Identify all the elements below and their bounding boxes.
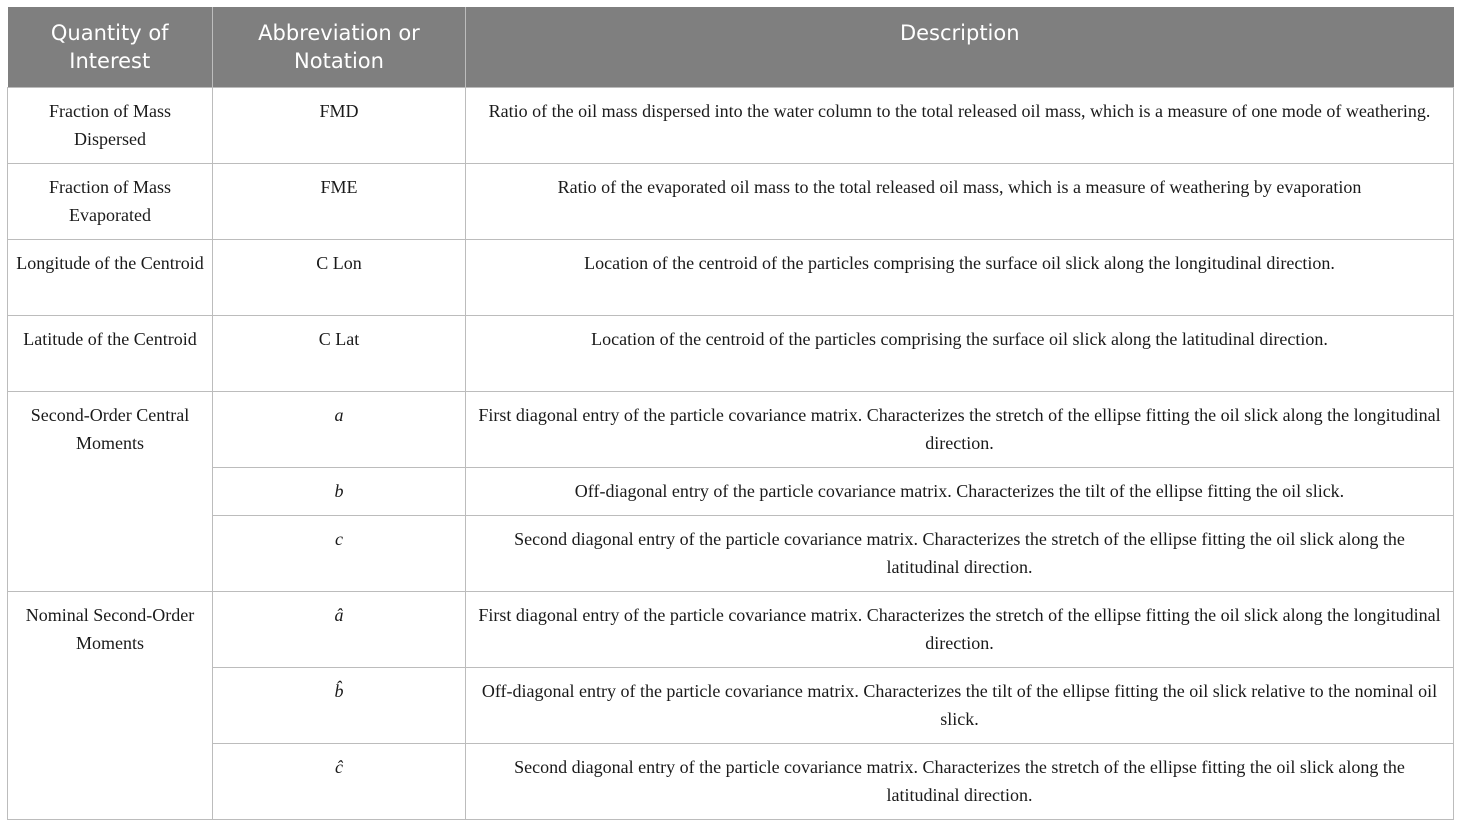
table-row [8,468,1454,516]
table-row [8,164,1454,240]
notation-cell: b [213,468,466,516]
notation-cell: ĉ [213,744,466,820]
description-cell: Second diagonal entry of the particle covariance matrix. Characterizes the stretch of the ellipse fitting the oil slick along the latitudinal direction. [466,516,1454,592]
quantity-cell: Latitude of the Centroid [8,316,213,392]
quantity-cell: Fraction of Mass Evaporated [8,164,213,240]
table-row [8,316,1454,392]
header-quantity: Quantity of Interest [8,7,213,88]
header-notation: Abbreviation or Notation [213,7,466,88]
header-row [8,7,1454,88]
quantity-cell: Second-Order Central Moments [8,392,213,592]
notation-cell: â [213,592,466,668]
table-header [8,7,1454,88]
notation-cell: a [213,392,466,468]
description-cell: First diagonal entry of the particle covariance matrix. Characterizes the stretch of the ellipse fitting the oil slick along the longitudinal direction. [466,592,1454,668]
description-cell: Location of the centroid of the particles comprising the surface oil slick along the longitudinal direction. [466,240,1454,316]
table-row [8,240,1454,316]
table-row [8,392,1454,468]
description-cell: Off-diagonal entry of the particle covariance matrix. Characterizes the tilt of the ellipse fitting the oil slick relative to the nominal oil slick. [466,668,1454,744]
table-row [8,592,1454,668]
notation-cell: FME [213,164,466,240]
description-cell: Ratio of the oil mass dispersed into the water column to the total released oil mass, which is a measure of one mode of weathering. [466,88,1454,164]
notation-cell: b̂ [213,668,466,744]
notation-cell: c [213,516,466,592]
table-body [8,88,1454,820]
table-row [8,88,1454,164]
notation-cell: FMD [213,88,466,164]
header-description: Description [466,7,1454,88]
table-row [8,516,1454,592]
table-row [8,668,1454,744]
quantity-cell: Longitude of the Centroid [8,240,213,316]
quantities-table [7,7,1454,820]
data-table-container [7,7,1453,820]
table-row [8,744,1454,820]
notation-cell: C Lon [213,240,466,316]
description-cell: Off-diagonal entry of the particle covariance matrix. Characterizes the tilt of the ellipse fitting the oil slick. [466,468,1454,516]
description-cell: Location of the centroid of the particles comprising the surface oil slick along the latitudinal direction. [466,316,1454,392]
quantity-cell: Nominal Second-Order Moments [8,592,213,820]
description-cell: Ratio of the evaporated oil mass to the total released oil mass, which is a measure of weathering by evaporation [466,164,1454,240]
quantity-cell: Fraction of Mass Dispersed [8,88,213,164]
description-cell: Second diagonal entry of the particle covariance matrix. Characterizes the stretch of the ellipse fitting the oil slick along the latitudinal direction. [466,744,1454,820]
notation-cell: C Lat [213,316,466,392]
description-cell: First diagonal entry of the particle covariance matrix. Characterizes the stretch of the ellipse fitting the oil slick along the longitudinal direction. [466,392,1454,468]
